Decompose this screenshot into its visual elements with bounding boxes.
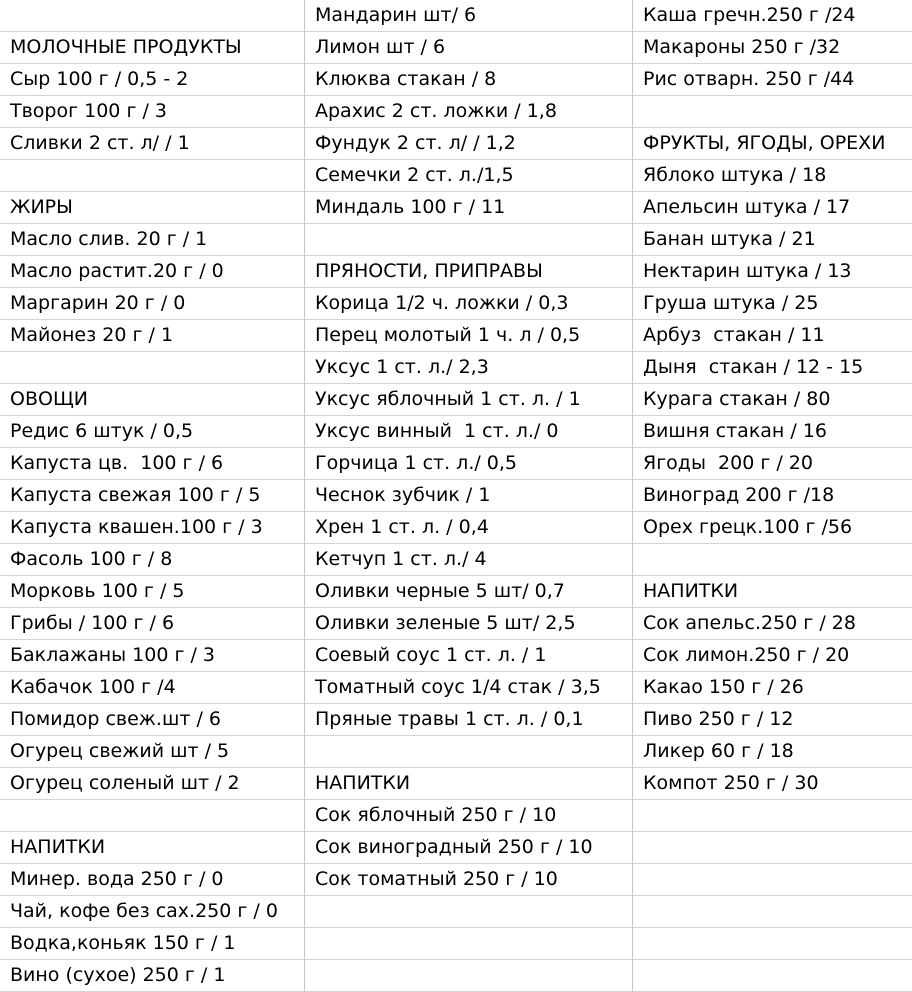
table-cell[interactable]: Сок апельс.250 г / 28 xyxy=(633,608,912,640)
table-cell[interactable]: Капуста квашен.100 г / 3 xyxy=(0,512,304,544)
table-cell[interactable]: Вишня стакан / 16 xyxy=(633,416,912,448)
table-cell[interactable] xyxy=(305,896,632,928)
table-cell[interactable]: Яблоко штука / 18 xyxy=(633,160,912,192)
table-cell[interactable]: Виноград 200 г /18 xyxy=(633,480,912,512)
table-cell[interactable] xyxy=(633,928,912,960)
table-cell[interactable]: Корица 1/2 ч. ложки / 0,3 xyxy=(305,288,632,320)
table-cell[interactable] xyxy=(305,224,632,256)
table-cell[interactable]: Нектарин штука / 13 xyxy=(633,256,912,288)
table-cell[interactable]: ОВОЩИ xyxy=(0,384,304,416)
table-cell[interactable]: Апельсин штука / 17 xyxy=(633,192,912,224)
table-cell[interactable]: Огурец соленый шт / 2 xyxy=(0,768,304,800)
table-cell[interactable]: ФРУКТЫ, ЯГОДЫ, ОРЕХИ xyxy=(633,128,912,160)
column-3 xyxy=(632,0,912,992)
table-cell[interactable]: НАПИТКИ xyxy=(305,768,632,800)
table-cell[interactable]: Хрен 1 ст. л. / 0,4 xyxy=(305,512,632,544)
table-cell[interactable]: Сок лимон.250 г / 20 xyxy=(633,640,912,672)
table-cell[interactable] xyxy=(633,800,912,832)
table-cell[interactable]: Грибы / 100 г / 6 xyxy=(0,608,304,640)
table-cell[interactable]: Минер. вода 250 г / 0 xyxy=(0,864,304,896)
table-cell[interactable]: Вино (сухое) 250 г / 1 xyxy=(0,960,304,992)
table-cell[interactable]: Компот 250 г / 30 xyxy=(633,768,912,800)
table-cell[interactable]: Масло растит.20 г / 0 xyxy=(0,256,304,288)
table-cell[interactable]: Редис 6 штук / 0,5 xyxy=(0,416,304,448)
table-cell[interactable]: Ягоды 200 г / 20 xyxy=(633,448,912,480)
table-cell[interactable]: Масло слив. 20 г / 1 xyxy=(0,224,304,256)
table-cell[interactable]: Миндаль 100 г / 11 xyxy=(305,192,632,224)
column-1 xyxy=(0,0,304,992)
table-cell[interactable]: Огурец свежий шт / 5 xyxy=(0,736,304,768)
table-cell[interactable] xyxy=(633,96,912,128)
table-cell[interactable] xyxy=(633,960,912,992)
table-cell[interactable]: Водка,коньяк 150 г / 1 xyxy=(0,928,304,960)
table-cell[interactable]: Майонез 20 г / 1 xyxy=(0,320,304,352)
table-cell[interactable] xyxy=(305,960,632,992)
table-cell[interactable]: Курага стакан / 80 xyxy=(633,384,912,416)
table-cell[interactable]: Оливки зеленые 5 шт/ 2,5 xyxy=(305,608,632,640)
table-cell[interactable]: Капуста цв. 100 г / 6 xyxy=(0,448,304,480)
table-cell[interactable]: Сок виноградный 250 г / 10 xyxy=(305,832,632,864)
table-cell[interactable]: Клюква стакан / 8 xyxy=(305,64,632,96)
table-cell[interactable]: Оливки черные 5 шт/ 0,7 xyxy=(305,576,632,608)
table-cell[interactable] xyxy=(0,352,304,384)
table-cell[interactable]: Фасоль 100 г / 8 xyxy=(0,544,304,576)
table-cell[interactable]: Уксус винный 1 ст. л./ 0 xyxy=(305,416,632,448)
table-cell[interactable] xyxy=(633,832,912,864)
table-cell[interactable]: Сливки 2 ст. л/ / 1 xyxy=(0,128,304,160)
table-cell[interactable]: Томатный соус 1/4 стак / 3,5 xyxy=(305,672,632,704)
table-cell[interactable]: Уксус 1 ст. л./ 2,3 xyxy=(305,352,632,384)
table-cell[interactable]: Баклажаны 100 г / 3 xyxy=(0,640,304,672)
table-cell[interactable]: Арбуз стакан / 11 xyxy=(633,320,912,352)
table-cell[interactable]: Морковь 100 г / 5 xyxy=(0,576,304,608)
table-cell[interactable]: МОЛОЧНЫЕ ПРОДУКТЫ xyxy=(0,32,304,64)
table-cell[interactable]: Арахис 2 ст. ложки / 1,8 xyxy=(305,96,632,128)
table-cell[interactable]: Соевый соус 1 ст. л. / 1 xyxy=(305,640,632,672)
table-cell[interactable]: Дыня стакан / 12 - 15 xyxy=(633,352,912,384)
table-cell[interactable]: Банан штука / 21 xyxy=(633,224,912,256)
table-cell[interactable]: Сок яблочный 250 г / 10 xyxy=(305,800,632,832)
table-cell[interactable]: ПРЯНОСТИ, ПРИПРАВЫ xyxy=(305,256,632,288)
table-cell[interactable]: Сыр 100 г / 0,5 - 2 xyxy=(0,64,304,96)
table-cell[interactable] xyxy=(305,736,632,768)
table-cell[interactable]: Лимон шт / 6 xyxy=(305,32,632,64)
table-cell[interactable]: Макароны 250 г /32 xyxy=(633,32,912,64)
table-cell[interactable]: Кабачок 100 г /4 xyxy=(0,672,304,704)
table-cell[interactable] xyxy=(305,928,632,960)
table-cell[interactable]: Мандарин шт/ 6 xyxy=(305,0,632,32)
table-cell[interactable]: Пряные травы 1 ст. л. / 0,1 xyxy=(305,704,632,736)
table-cell[interactable]: Груша штука / 25 xyxy=(633,288,912,320)
table-cell[interactable] xyxy=(633,544,912,576)
table-cell[interactable] xyxy=(0,0,304,32)
table-cell[interactable]: Горчица 1 ст. л./ 0,5 xyxy=(305,448,632,480)
table-cell[interactable]: ЖИРЫ xyxy=(0,192,304,224)
table-cell[interactable]: Помидор свеж.шт / 6 xyxy=(0,704,304,736)
table-cell[interactable]: Ликер 60 г / 18 xyxy=(633,736,912,768)
table-cell[interactable]: Чай, кофе без сах.250 г / 0 xyxy=(0,896,304,928)
table-cell[interactable] xyxy=(633,896,912,928)
table-cell[interactable]: Кетчуп 1 ст. л./ 4 xyxy=(305,544,632,576)
table-cell[interactable]: Фундук 2 ст. л/ / 1,2 xyxy=(305,128,632,160)
table-cell[interactable]: Творог 100 г / 3 xyxy=(0,96,304,128)
table-cell[interactable]: Каша гречн.250 г /24 xyxy=(633,0,912,32)
table-cell[interactable]: Орех грецк.100 г /56 xyxy=(633,512,912,544)
table-cell[interactable]: Сок томатный 250 г / 10 xyxy=(305,864,632,896)
table-cell[interactable]: Маргарин 20 г / 0 xyxy=(0,288,304,320)
table-cell[interactable]: Семечки 2 ст. л./1,5 xyxy=(305,160,632,192)
table-cell[interactable]: Чеснок зубчик / 1 xyxy=(305,480,632,512)
table-cell[interactable] xyxy=(0,800,304,832)
table-cell[interactable]: Пиво 250 г / 12 xyxy=(633,704,912,736)
table-cell[interactable]: Капуста свежая 100 г / 5 xyxy=(0,480,304,512)
table-cell[interactable] xyxy=(633,864,912,896)
table-cell[interactable] xyxy=(0,160,304,192)
column-2 xyxy=(304,0,632,992)
table-cell[interactable]: Уксус яблочный 1 ст. л. / 1 xyxy=(305,384,632,416)
table-cell[interactable]: Рис отварн. 250 г /44 xyxy=(633,64,912,96)
table-cell[interactable]: Перец молотый 1 ч. л / 0,5 xyxy=(305,320,632,352)
table-cell[interactable]: НАПИТКИ xyxy=(0,832,304,864)
table-cell[interactable]: НАПИТКИ xyxy=(633,576,912,608)
table-cell[interactable]: Какао 150 г / 26 xyxy=(633,672,912,704)
